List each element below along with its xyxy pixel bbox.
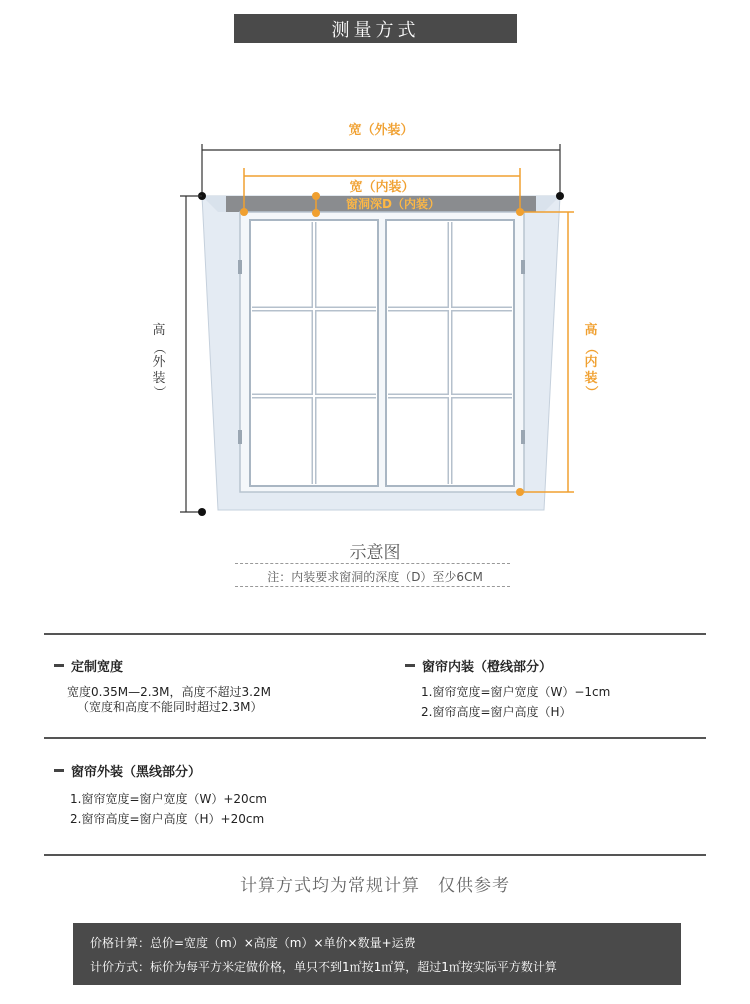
inner-install-line: 1.窗帘宽度=窗户宽度（W）−1cm [421,685,611,699]
outer-install-title: 窗帘外装（黑线部分） [54,761,201,780]
section-bullet-icon [405,664,415,667]
svg-text:）: ） [583,385,598,399]
section-divider [44,854,706,856]
custom-width-title: 定制宽度 [54,656,123,675]
outer-install-line: 2.窗帘高度=窗户高度（H）+20cm [70,812,265,826]
section-divider [44,633,706,635]
inner-install-line: 2.窗帘高度=窗户高度（H） [421,705,572,719]
calculation-disclaimer: 计算方式均为常规计算 仅供参考 [240,876,510,896]
svg-text:）: ） [151,385,166,399]
section-divider [44,737,706,739]
price-formula: 价格计算：总价=宽度（m）×高度（m）×单价×数量+运费 [90,936,416,950]
dashed-divider [235,586,510,587]
window-measurement-diagram [0,100,750,530]
page-title: 测量方式 [234,14,517,43]
outer-install-line: 1.窗帘宽度=窗户宽度（W）+20cm [70,792,267,806]
custom-width-line: （宽度和高度不能同时超过2.3M） [77,700,263,714]
outer-height-label [151,322,166,399]
outer-width-label: 宽（外装） [348,123,414,138]
svg-text:（: （ [151,341,166,355]
inner-height-label [583,322,599,399]
svg-text:高: 高 [152,323,166,338]
outer-height-line [180,196,202,512]
dashed-divider [235,563,510,564]
depth-note: 注：内装要求窗洞的深度（D）至少6CM [267,570,483,584]
section-bullet-icon [54,664,64,667]
svg-text:内: 内 [584,355,598,370]
svg-text:高: 高 [584,323,598,338]
svg-text:装: 装 [584,371,598,386]
inner-width-label: 宽（内装） [349,180,415,195]
svg-text:（: （ [583,341,598,355]
svg-text:装: 装 [152,371,166,386]
depth-label: 窗洞深D（内装） [346,197,440,211]
price-info-box [73,923,681,985]
inner-install-title: 窗帘内装（橙线部分） [405,656,552,675]
svg-text:外: 外 [152,355,166,370]
section-bullet-icon [54,769,64,772]
pricing-method: 计价方式：标价为每平方米定做价格，单只不到1㎡按1㎡算，超过1㎡按实际平方数计算 [90,960,557,974]
diagram-caption: 示意图 [349,543,401,563]
custom-width-line: 宽度0.35M—2.3M，高度不超过3.2M [67,685,271,699]
